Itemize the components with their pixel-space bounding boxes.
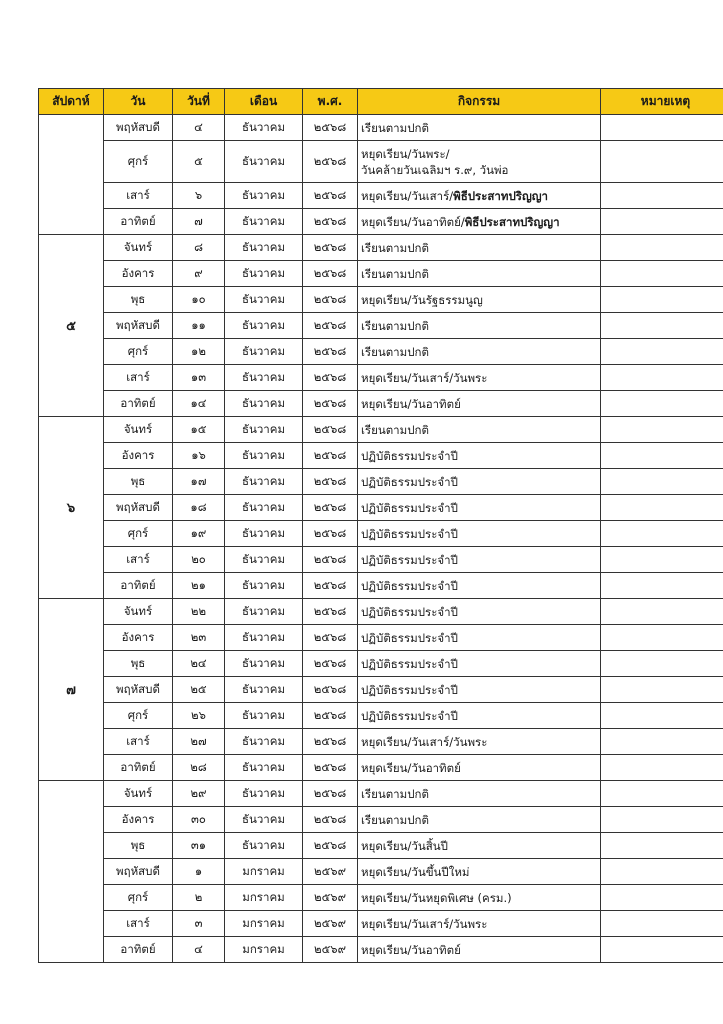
- note-cell: [601, 365, 723, 391]
- table-row: [39, 651, 723, 677]
- table-row: [39, 729, 723, 755]
- activity-text: หยุดเรียน/วันรัฐธรรมนูญ: [361, 292, 483, 307]
- note-cell: [601, 911, 723, 937]
- month-cell: ธันวาคม: [225, 781, 303, 807]
- month-cell: ธันวาคม: [225, 417, 303, 443]
- table-row: [39, 677, 723, 703]
- month-cell: ธันวาคม: [225, 651, 303, 677]
- year-cell: ๒๕๖๘: [303, 677, 358, 703]
- activity-text: เรียนตามปกติ: [361, 266, 429, 281]
- table-row: [39, 755, 723, 781]
- year-cell: ๒๕๖๘: [303, 833, 358, 859]
- activity-text: ปฏิบัติธรรมประจำปี: [361, 604, 458, 619]
- date-cell: ๘: [173, 235, 225, 261]
- date-cell: ๒๕: [173, 677, 225, 703]
- month-cell: มกราคม: [225, 911, 303, 937]
- activity-text: ปฏิบัติธรรมประจำปี: [361, 708, 458, 723]
- table-row: [39, 365, 723, 391]
- year-cell: ๒๕๖๙: [303, 885, 358, 911]
- activity-text-line2: วันคล้ายวันเฉลิมฯ ร.๙, วันพ่อ: [361, 162, 509, 177]
- year-cell: ๒๕๖๘: [303, 573, 358, 599]
- header-note: หมายเหตุ: [601, 89, 723, 115]
- header-month: เดือน: [225, 89, 303, 115]
- note-cell: [601, 261, 723, 287]
- date-cell: ๔: [173, 115, 225, 141]
- month-cell: ธันวาคม: [225, 141, 303, 183]
- date-cell: ๑๕: [173, 417, 225, 443]
- activity-text: ปฏิบัติธรรมประจำปี: [361, 500, 458, 515]
- day-cell: อังคาร: [104, 443, 173, 469]
- month-cell: ธันวาคม: [225, 443, 303, 469]
- activity-text: หยุดเรียน/วันอาทิตย์/: [361, 214, 465, 229]
- date-cell: ๓๑: [173, 833, 225, 859]
- activity-cell: [358, 781, 601, 807]
- activity-text: หยุดเรียน/วันขึ้นปีใหม่: [361, 864, 470, 879]
- table-row: [39, 469, 723, 495]
- table-row: [39, 287, 723, 313]
- month-cell: ธันวาคม: [225, 391, 303, 417]
- table-row: [39, 261, 723, 287]
- month-cell: ธันวาคม: [225, 183, 303, 209]
- date-cell: ๒๖: [173, 703, 225, 729]
- activity-text: หยุดเรียน/วันอาทิตย์: [361, 396, 461, 411]
- table-row: [39, 391, 723, 417]
- activity-cell: [358, 141, 601, 183]
- day-cell: อาทิตย์: [104, 209, 173, 235]
- table-row: [39, 703, 723, 729]
- table-row: [39, 495, 723, 521]
- day-cell: ศุกร์: [104, 141, 173, 183]
- activity-text: หยุดเรียน/วันสิ้นปี: [361, 838, 448, 853]
- activity-text: ปฏิบัติธรรมประจำปี: [361, 448, 458, 463]
- table-row: [39, 859, 723, 885]
- day-cell: พฤหัสบดี: [104, 859, 173, 885]
- month-cell: ธันวาคม: [225, 521, 303, 547]
- note-cell: [601, 677, 723, 703]
- year-cell: ๒๕๖๘: [303, 807, 358, 833]
- date-cell: ๑: [173, 859, 225, 885]
- activity-text: ปฏิบัติธรรมประจำปี: [361, 578, 458, 593]
- note-cell: [601, 495, 723, 521]
- activity-cell: [358, 807, 601, 833]
- day-cell: อังคาร: [104, 261, 173, 287]
- header-row: [39, 89, 723, 115]
- year-cell: ๒๕๖๘: [303, 287, 358, 313]
- date-cell: ๑๓: [173, 365, 225, 391]
- header-year: พ.ศ.: [303, 89, 358, 115]
- day-cell: อังคาร: [104, 625, 173, 651]
- date-cell: ๑๖: [173, 443, 225, 469]
- note-cell: [601, 443, 723, 469]
- month-cell: ธันวาคม: [225, 261, 303, 287]
- month-cell: ธันวาคม: [225, 729, 303, 755]
- table-row: [39, 141, 723, 183]
- date-cell: ๖: [173, 183, 225, 209]
- activity-cell: [358, 443, 601, 469]
- date-cell: ๗: [173, 209, 225, 235]
- table-row: [39, 443, 723, 469]
- table-row: [39, 235, 723, 261]
- activity-cell: [358, 313, 601, 339]
- activity-cell: [358, 339, 601, 365]
- activity-text: หยุดเรียน/วันเสาร์/วันพระ: [361, 916, 488, 931]
- day-cell: ศุกร์: [104, 703, 173, 729]
- activity-text: หยุดเรียน/วันอาทิตย์: [361, 942, 461, 957]
- day-cell: จันทร์: [104, 235, 173, 261]
- table-row: [39, 911, 723, 937]
- note-cell: [601, 469, 723, 495]
- activity-text: ปฏิบัติธรรมประจำปี: [361, 526, 458, 541]
- activity-cell: [358, 183, 601, 209]
- table-row: [39, 937, 723, 963]
- year-cell: ๒๕๖๘: [303, 183, 358, 209]
- month-cell: ธันวาคม: [225, 677, 303, 703]
- day-cell: พุธ: [104, 287, 173, 313]
- activity-text: ปฏิบัติธรรมประจำปี: [361, 474, 458, 489]
- activity-cell: [358, 469, 601, 495]
- year-cell: ๒๕๖๘: [303, 313, 358, 339]
- year-cell: ๒๕๖๙: [303, 859, 358, 885]
- table-row: [39, 833, 723, 859]
- week-number-cell: ๗: [39, 599, 104, 781]
- note-cell: [601, 651, 723, 677]
- year-cell: ๒๕๖๘: [303, 141, 358, 183]
- month-cell: ธันวาคม: [225, 833, 303, 859]
- date-cell: ๒๔: [173, 651, 225, 677]
- activity-text: หยุดเรียน/วันหยุดพิเศษ (ครม.): [361, 890, 512, 905]
- month-cell: ธันวาคม: [225, 573, 303, 599]
- note-cell: [601, 833, 723, 859]
- activity-bold-text: พิธีประสาทปริญญา: [464, 214, 560, 229]
- note-cell: [601, 625, 723, 651]
- day-cell: พุธ: [104, 651, 173, 677]
- day-cell: พฤหัสบดี: [104, 677, 173, 703]
- note-cell: [601, 859, 723, 885]
- day-cell: เสาร์: [104, 183, 173, 209]
- note-cell: [601, 209, 723, 235]
- activity-text: ปฏิบัติธรรมประจำปี: [361, 552, 458, 567]
- header-activity: กิจกรรม: [358, 89, 601, 115]
- year-cell: ๒๕๖๘: [303, 443, 358, 469]
- month-cell: ธันวาคม: [225, 807, 303, 833]
- year-cell: ๒๕๖๘: [303, 599, 358, 625]
- activity-text: หยุดเรียน/วันอาทิตย์: [361, 760, 461, 775]
- year-cell: ๒๕๖๘: [303, 547, 358, 573]
- activity-cell: [358, 651, 601, 677]
- activity-text: เรียนตามปกติ: [361, 318, 429, 333]
- activity-cell: [358, 495, 601, 521]
- activity-text: หยุดเรียน/วันเสาร์/วันพระ: [361, 370, 488, 385]
- day-cell: เสาร์: [104, 729, 173, 755]
- activity-cell: [358, 573, 601, 599]
- activity-cell: [358, 209, 601, 235]
- day-cell: จันทร์: [104, 599, 173, 625]
- date-cell: ๕: [173, 141, 225, 183]
- day-cell: จันทร์: [104, 417, 173, 443]
- activity-text: เรียนตามปกติ: [361, 422, 429, 437]
- table-row: [39, 115, 723, 141]
- note-cell: [601, 573, 723, 599]
- note-cell: [601, 703, 723, 729]
- day-cell: อังคาร: [104, 807, 173, 833]
- activity-cell: [358, 287, 601, 313]
- day-cell: ศุกร์: [104, 339, 173, 365]
- day-cell: อาทิตย์: [104, 391, 173, 417]
- date-cell: ๓๐: [173, 807, 225, 833]
- date-cell: ๒๙: [173, 781, 225, 807]
- activity-cell: [358, 115, 601, 141]
- activity-cell: [358, 729, 601, 755]
- year-cell: ๒๕๖๘: [303, 339, 358, 365]
- date-cell: ๓: [173, 911, 225, 937]
- note-cell: [601, 141, 723, 183]
- date-cell: ๑๒: [173, 339, 225, 365]
- day-cell: อาทิตย์: [104, 573, 173, 599]
- date-cell: ๑๔: [173, 391, 225, 417]
- table-row: [39, 547, 723, 573]
- date-cell: ๒: [173, 885, 225, 911]
- year-cell: ๒๕๖๙: [303, 911, 358, 937]
- month-cell: ธันวาคม: [225, 495, 303, 521]
- year-cell: ๒๕๖๘: [303, 115, 358, 141]
- note-cell: [601, 781, 723, 807]
- year-cell: ๒๕๖๘: [303, 495, 358, 521]
- month-cell: ธันวาคม: [225, 313, 303, 339]
- activity-cell: [358, 859, 601, 885]
- month-cell: ธันวาคม: [225, 209, 303, 235]
- activity-cell: [358, 521, 601, 547]
- activity-text: หยุดเรียน/วันพระ/: [361, 146, 450, 161]
- year-cell: ๒๕๖๘: [303, 365, 358, 391]
- month-cell: ธันวาคม: [225, 755, 303, 781]
- table-row: [39, 417, 723, 443]
- activity-cell: [358, 235, 601, 261]
- month-cell: ธันวาคม: [225, 287, 303, 313]
- activity-text: ปฏิบัติธรรมประจำปี: [361, 630, 458, 645]
- activity-cell: [358, 937, 601, 963]
- note-cell: [601, 807, 723, 833]
- table-row: [39, 183, 723, 209]
- day-cell: เสาร์: [104, 365, 173, 391]
- activity-cell: [358, 417, 601, 443]
- year-cell: ๒๕๖๘: [303, 651, 358, 677]
- header-date: วันที่: [173, 89, 225, 115]
- day-cell: เสาร์: [104, 911, 173, 937]
- week-number-cell: ๕: [39, 235, 104, 417]
- day-cell: พุธ: [104, 469, 173, 495]
- date-cell: ๔: [173, 937, 225, 963]
- note-cell: [601, 937, 723, 963]
- table-row: [39, 209, 723, 235]
- activity-text: หยุดเรียน/วันเสาร์/วันพระ: [361, 734, 488, 749]
- week-number-cell: ๖: [39, 417, 104, 599]
- activity-text: เรียนตามปกติ: [361, 120, 429, 135]
- note-cell: [601, 115, 723, 141]
- date-cell: ๒๒: [173, 599, 225, 625]
- activity-text: เรียนตามปกติ: [361, 344, 429, 359]
- table-row: [39, 521, 723, 547]
- year-cell: ๒๕๖๘: [303, 521, 358, 547]
- date-cell: ๒๐: [173, 547, 225, 573]
- activity-text: หยุดเรียน/วันเสาร์/: [361, 188, 454, 203]
- activity-cell: [358, 885, 601, 911]
- note-cell: [601, 885, 723, 911]
- activity-cell: [358, 547, 601, 573]
- table-row: [39, 339, 723, 365]
- header-week: สัปดาห์: [39, 89, 104, 115]
- table-row: [39, 313, 723, 339]
- date-cell: ๑๐: [173, 287, 225, 313]
- table-row: [39, 781, 723, 807]
- date-cell: ๒๑: [173, 573, 225, 599]
- day-cell: อาทิตย์: [104, 755, 173, 781]
- month-cell: ธันวาคม: [225, 469, 303, 495]
- year-cell: ๒๕๖๘: [303, 625, 358, 651]
- day-cell: ศุกร์: [104, 521, 173, 547]
- activity-cell: [358, 755, 601, 781]
- note-cell: [601, 391, 723, 417]
- activity-cell: [358, 391, 601, 417]
- date-cell: ๒๗: [173, 729, 225, 755]
- activity-cell: [358, 599, 601, 625]
- year-cell: ๒๕๖๘: [303, 781, 358, 807]
- note-cell: [601, 521, 723, 547]
- note-cell: [601, 729, 723, 755]
- month-cell: ธันวาคม: [225, 365, 303, 391]
- schedule-table: [38, 88, 723, 963]
- year-cell: ๒๕๖๘: [303, 729, 358, 755]
- table-row: [39, 573, 723, 599]
- month-cell: ธันวาคม: [225, 547, 303, 573]
- activity-text: ปฏิบัติธรรมประจำปี: [361, 656, 458, 671]
- day-cell: พฤหัสบดี: [104, 313, 173, 339]
- table-row: [39, 625, 723, 651]
- year-cell: ๒๕๖๘: [303, 755, 358, 781]
- month-cell: ธันวาคม: [225, 235, 303, 261]
- note-cell: [601, 287, 723, 313]
- note-cell: [601, 183, 723, 209]
- note-cell: [601, 339, 723, 365]
- month-cell: ธันวาคม: [225, 115, 303, 141]
- year-cell: ๒๕๖๘: [303, 235, 358, 261]
- table-row: [39, 599, 723, 625]
- day-cell: พฤหัสบดี: [104, 495, 173, 521]
- day-cell: จันทร์: [104, 781, 173, 807]
- week-number-cell: [39, 781, 104, 963]
- table-row: [39, 885, 723, 911]
- day-cell: เสาร์: [104, 547, 173, 573]
- note-cell: [601, 755, 723, 781]
- month-cell: ธันวาคม: [225, 599, 303, 625]
- week-number-cell: [39, 115, 104, 235]
- activity-cell: [358, 261, 601, 287]
- day-cell: อาทิตย์: [104, 937, 173, 963]
- date-cell: ๒๓: [173, 625, 225, 651]
- year-cell: ๒๕๖๘: [303, 261, 358, 287]
- year-cell: ๒๕๖๘: [303, 469, 358, 495]
- day-cell: ศุกร์: [104, 885, 173, 911]
- date-cell: ๑๑: [173, 313, 225, 339]
- schedule-body: [39, 115, 723, 963]
- table-row: [39, 807, 723, 833]
- year-cell: ๒๕๖๘: [303, 703, 358, 729]
- month-cell: มกราคม: [225, 885, 303, 911]
- activity-cell: [358, 911, 601, 937]
- activity-text: เรียนตามปกติ: [361, 812, 429, 827]
- date-cell: ๒๘: [173, 755, 225, 781]
- month-cell: ธันวาคม: [225, 625, 303, 651]
- year-cell: ๒๕๖๘: [303, 391, 358, 417]
- note-cell: [601, 313, 723, 339]
- date-cell: ๑๗: [173, 469, 225, 495]
- activity-text: เรียนตามปกติ: [361, 240, 429, 255]
- activity-cell: [358, 833, 601, 859]
- year-cell: ๒๕๖๙: [303, 937, 358, 963]
- date-cell: ๙: [173, 261, 225, 287]
- date-cell: ๑๘: [173, 495, 225, 521]
- header-day: วัน: [104, 89, 173, 115]
- activity-text: เรียนตามปกติ: [361, 786, 429, 801]
- note-cell: [601, 599, 723, 625]
- month-cell: มกราคม: [225, 859, 303, 885]
- activity-cell: [358, 677, 601, 703]
- month-cell: ธันวาคม: [225, 703, 303, 729]
- day-cell: พฤหัสบดี: [104, 115, 173, 141]
- activity-cell: [358, 625, 601, 651]
- activity-bold-text: พิธีประสาทปริญญา: [453, 188, 548, 203]
- day-cell: พุธ: [104, 833, 173, 859]
- note-cell: [601, 235, 723, 261]
- note-cell: [601, 547, 723, 573]
- activity-text: ปฏิบัติธรรมประจำปี: [361, 682, 458, 697]
- month-cell: มกราคม: [225, 937, 303, 963]
- year-cell: ๒๕๖๘: [303, 417, 358, 443]
- activity-cell: [358, 365, 601, 391]
- date-cell: ๑๙: [173, 521, 225, 547]
- month-cell: ธันวาคม: [225, 339, 303, 365]
- activity-cell: [358, 703, 601, 729]
- year-cell: ๒๕๖๘: [303, 209, 358, 235]
- note-cell: [601, 417, 723, 443]
